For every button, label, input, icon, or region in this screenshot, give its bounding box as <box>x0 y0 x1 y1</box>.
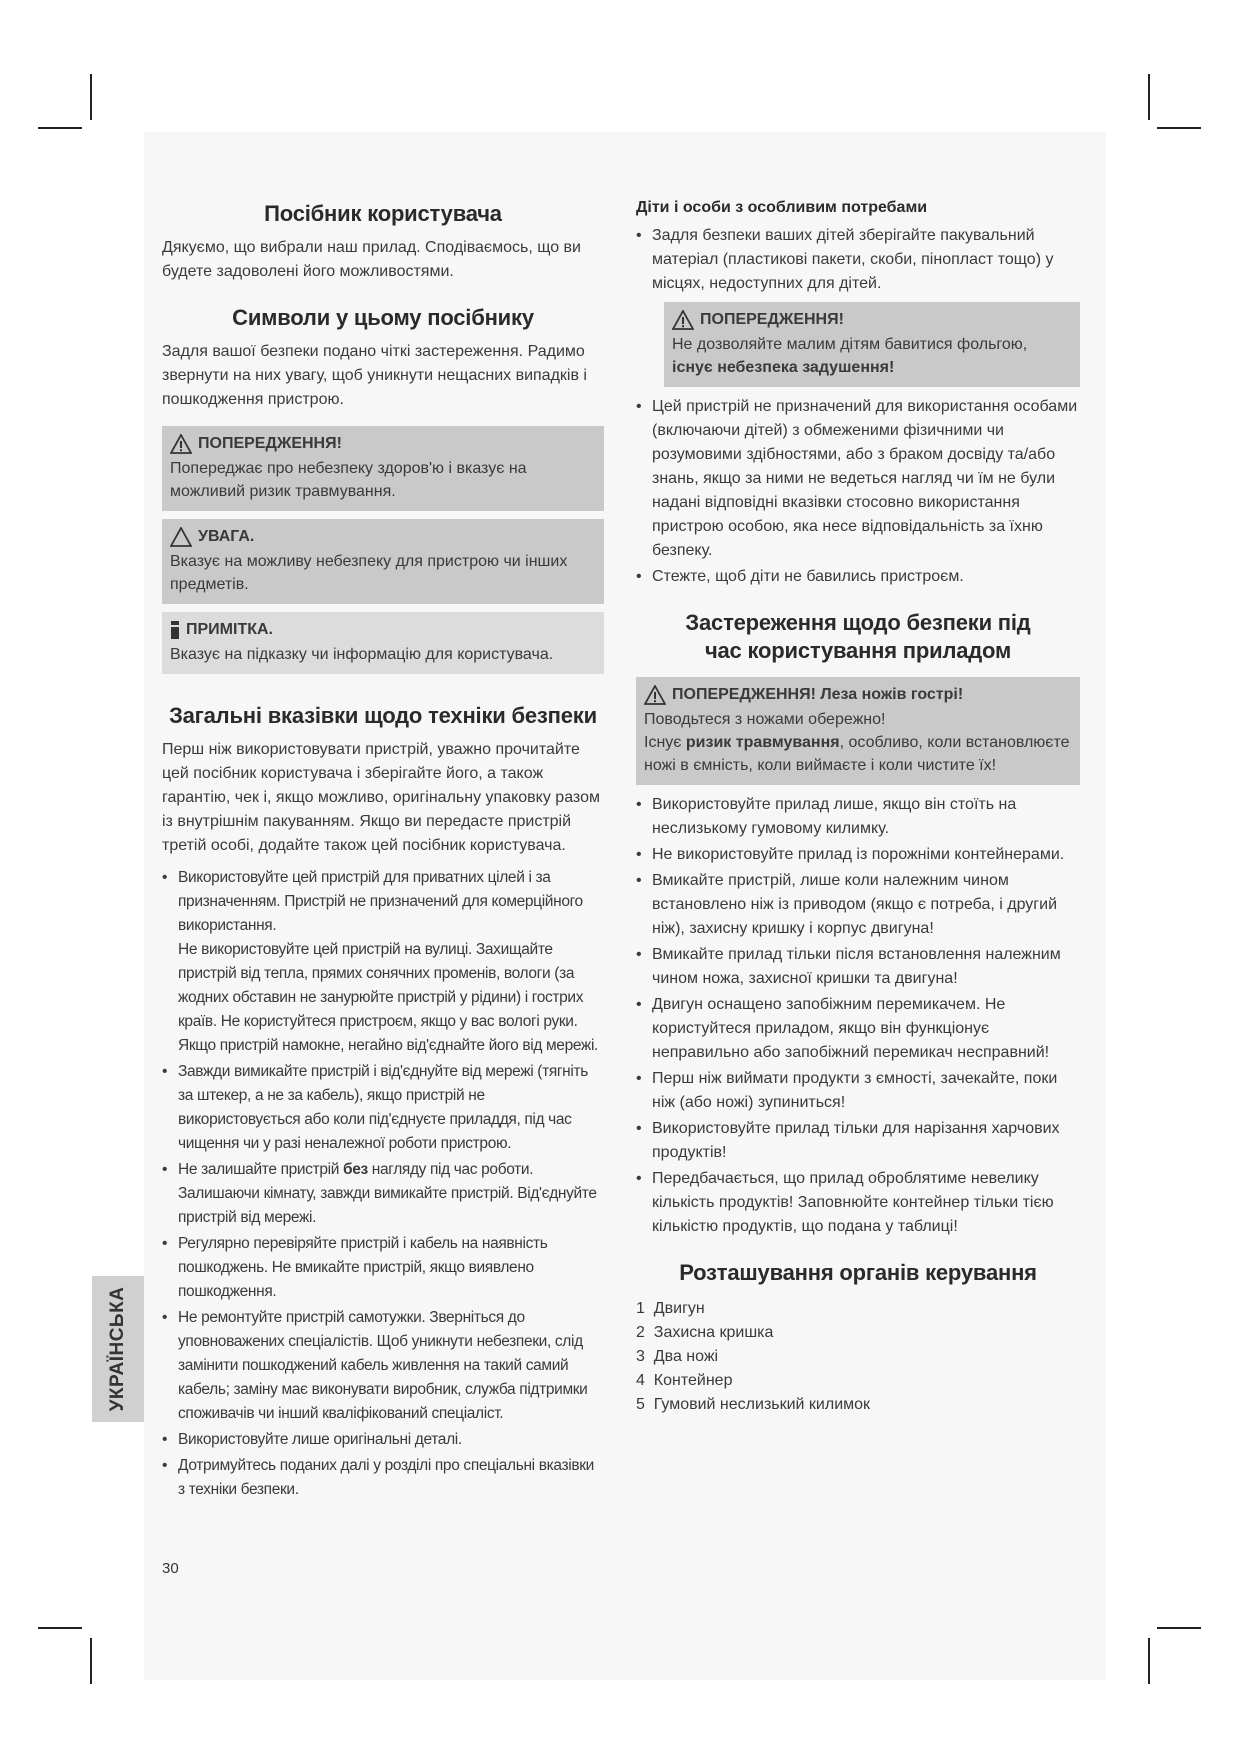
bullet-icon: • <box>636 1170 642 1187</box>
language-side-tab <box>92 1276 144 1422</box>
note-box <box>162 612 604 674</box>
list-item: • Не використовуйте прилад із порожніми контейнерами. <box>636 843 1080 867</box>
blades-warning-box <box>636 677 1080 785</box>
list-item: • Передбачається, що прилад оброблятиме невелику кількість продуктів! Заповнюйте контейнер тільки тією кількістю продуктів, що подана у таблиці! <box>636 1167 1080 1239</box>
warning-title-row <box>170 432 596 455</box>
note-text: Вказує на підказку чи інформацію для користувача. <box>170 646 554 663</box>
warning-box <box>162 426 604 511</box>
list-item: • Завжди вимикайте пристрій і від'єднуйте від мережі (тягніть за штекер, а не за кабель), якщо пристрій не використовується або коли під'єднуєте приладдя, під час чищення чи у разі неналежної роботи пристрою. <box>162 1060 604 1156</box>
control-item: 2 Захисна кришка <box>636 1324 774 1341</box>
warning-text: Попереджає про небезпеку здоров'ю і вказує на можливий ризик травмування. <box>170 460 527 500</box>
foil-warning-text: Не дозволяйте малим дітям бавитися фольгою, існує небезпека задушення! <box>672 336 1028 376</box>
note-title: ПРИМІТКА. <box>186 621 273 638</box>
list-item: • Не ремонтуйте пристрій самотужки. Зверніться до уповноважених спеціалістів. Щоб уникнути небезпеки, слід замінити пошкоджений кабель живлення на такий самий кабель; заміну має виконувати виробник, служба підтримки споживачів чи інший кваліфікований спеціаліст. <box>162 1306 604 1426</box>
children-bullet-list <box>636 224 1080 296</box>
children-subheading: Діти і особи з особливим потребами <box>636 199 928 216</box>
bullet-icon: • <box>636 568 642 585</box>
crop-mark <box>90 74 92 120</box>
bullet-icon: • <box>636 398 642 415</box>
caution-text: Вказує на можливу небезпеку для пристрою чи інших предметів. <box>170 553 568 593</box>
bullet-icon: • <box>636 872 642 889</box>
heading-usage-safety: Застереження щодо безпеки під час користування приладом <box>685 610 1031 663</box>
blades-warning-text: Існує ризик травмування, особливо, коли встановлюєте ножі в ємність, коли виймаєте і коли чистите їх! <box>644 734 1070 774</box>
control-item: 5 Гумовий неслизький килимок <box>636 1396 871 1413</box>
foil-warning-title-row <box>672 308 1072 331</box>
bullet-icon: • <box>636 1070 642 1087</box>
heading-general-safety: Загальні вказівки щодо техніки безпеки <box>169 703 597 728</box>
bullet-icon: • <box>162 1431 168 1448</box>
note-title-row <box>170 618 596 641</box>
bullet-icon: • <box>636 1120 642 1137</box>
blades-warning-line1: Поводьтеся з ножами обережно! <box>644 711 886 728</box>
crop-mark <box>38 127 82 129</box>
list-item: • Використовуйте прилад лише, якщо він стоїть на неслизькому гумовому килимку. <box>636 793 1080 841</box>
bullet-icon: • <box>636 227 642 244</box>
children-bullet-list-2 <box>636 395 1080 589</box>
heading-user-manual: Посібник користувача <box>264 201 502 226</box>
crop-mark <box>1148 74 1150 120</box>
warning-triangle-icon <box>170 434 192 454</box>
caution-triangle-icon <box>170 527 192 547</box>
controls-list <box>636 1297 1080 1417</box>
control-item: 1 Двигун <box>636 1300 705 1317</box>
control-item: 4 Контейнер <box>636 1372 733 1389</box>
control-item: 3 Два ножі <box>636 1348 719 1365</box>
list-item: • Цей пристрій не призначений для використання особами (включаючи дітей) з обмеженими фізичними чи розумовими здібностями, або з браком досвіду та/або знань, якщо за ними не ведеться нагляд чи їм не були надані відповідні вказівки стосовно використання пристрою особою, яка несе відповідальність за їхню безпеку. <box>636 395 1080 563</box>
list-item: • Вмикайте пристрій, лише коли належним чином встановлено ніж із приводом (якщо є потреба, і другий ніж), захисну кришку і корпус двигуна! <box>636 869 1080 941</box>
list-item: • Використовуйте прилад тільки для нарізання харчових продуктів! <box>636 1117 1080 1165</box>
general-bullet-list <box>162 866 604 1502</box>
page-number: 30 <box>162 1560 179 1577</box>
caution-title-row <box>170 525 596 548</box>
bullet-icon: • <box>162 1235 168 1252</box>
list-item: • Дотримуйтесь поданих далі у розділі про спеціальні вказівки з техніки безпеки. <box>162 1454 604 1502</box>
warning-title: ПОПЕРЕДЖЕННЯ! <box>198 435 342 452</box>
list-item: • Використовуйте лише оригінальні деталі. <box>162 1428 604 1452</box>
bullet-icon: • <box>162 1063 168 1080</box>
crop-mark <box>90 1638 92 1684</box>
bullet-icon: • <box>162 1161 168 1178</box>
crop-mark <box>1157 1627 1201 1629</box>
language-label: УКРАЇНСЬКА <box>107 1286 128 1412</box>
usage-bullet-list <box>636 793 1080 1239</box>
foil-warning-title: ПОПЕРЕДЖЕННЯ! <box>700 311 844 328</box>
caution-title: УВАГА. <box>198 528 255 545</box>
list-item: • Задля безпеки ваших дітей зберігайте пакувальний матеріал (пластикові пакети, скоби, пінопласт тощо) у місцях, недоступних для дітей. <box>636 224 1080 296</box>
bullet-icon: • <box>162 869 168 886</box>
bullet-icon: • <box>636 796 642 813</box>
warning-triangle-icon <box>672 310 694 330</box>
caution-box <box>162 519 604 604</box>
bullet-icon: • <box>636 846 642 863</box>
foil-warning-box <box>664 302 1080 387</box>
bullet-icon: • <box>636 946 642 963</box>
list-item: • Вмикайте прилад тільки після встановлення належним чином ножа, захисної кришки та двигуна! <box>636 943 1080 991</box>
list-item: • Не залишайте пристрій без нагляду під час роботи. Залишаючи кімнату, завжди вимикайте пристрій. Від'єднуйте пристрій від мережі. <box>162 1158 604 1230</box>
list-item: • Використовуйте цей пристрій для приватних цілей і за призначенням. Пристрій не призначений для комерційного використання. Не використовуйте цей пристрій на вулиці. Захищайте пристрій від тепла, прямих сонячних променів, вологи (за жодних обставин не занурюйте пристрій у рідини) і гострих країв. Не користуйтеся пристроєм, якщо у вас вологі руки. Якщо пристрій намокне, негайно від'єднайте його від мережі. <box>162 866 604 1058</box>
right-column <box>636 196 1080 1417</box>
list-item: • Стежте, щоб діти не бавились пристроєм. <box>636 565 1080 589</box>
left-column <box>162 200 604 1504</box>
list-item: • Регулярно перевіряйте пристрій і кабель на наявність пошкоджень. Не вмикайте пристрій, якщо виявлено пошкодження. <box>162 1232 604 1304</box>
info-icon <box>170 620 180 640</box>
general-paragraph: Перш ніж використовувати пристрій, уважно прочитайте цей посібник користувача і зберігайте його, а також гарантію, чек і, якщо можливо, оригінальну упаковку разом із внутрішнім пакуванням. Якщо ви передасте пристрій третій особі, додайте також цей посібник користувача. <box>162 741 600 854</box>
bullet-icon: • <box>162 1309 168 1326</box>
list-item: • Перш ніж виймати продукти з ємності, зачекайте, поки ніж (або ножі) зупиниться! <box>636 1067 1080 1115</box>
crop-mark <box>38 1627 82 1629</box>
blades-warning-title-row <box>644 683 1072 706</box>
bullet-icon: • <box>162 1457 168 1474</box>
thanks-paragraph: Дякуємо, що вибрали наш прилад. Сподіваємось, що ви будете задоволені його можливостями. <box>162 239 581 280</box>
heading-controls: Розташування органів керування <box>679 1260 1037 1285</box>
heading-symbols: Символи у цьому посібнику <box>232 305 534 330</box>
blades-warning-title: ПОПЕРЕДЖЕННЯ! Леза ножів гострі! <box>672 686 964 703</box>
bullet-icon: • <box>636 996 642 1013</box>
crop-mark <box>1148 1638 1150 1684</box>
list-item: • Двигун оснащено запобіжним перемикачем. Не користуйтеся приладом, якщо він функціонує неправильно або запобіжний перемикач несправний! <box>636 993 1080 1065</box>
warning-triangle-icon <box>644 685 666 705</box>
symbols-paragraph: Задля вашої безпеки подано чіткі застереження. Радимо звернути на них увагу, щоб уникнути нещасних випадків і пошкодження пристрою. <box>162 343 587 408</box>
crop-mark <box>1157 127 1201 129</box>
